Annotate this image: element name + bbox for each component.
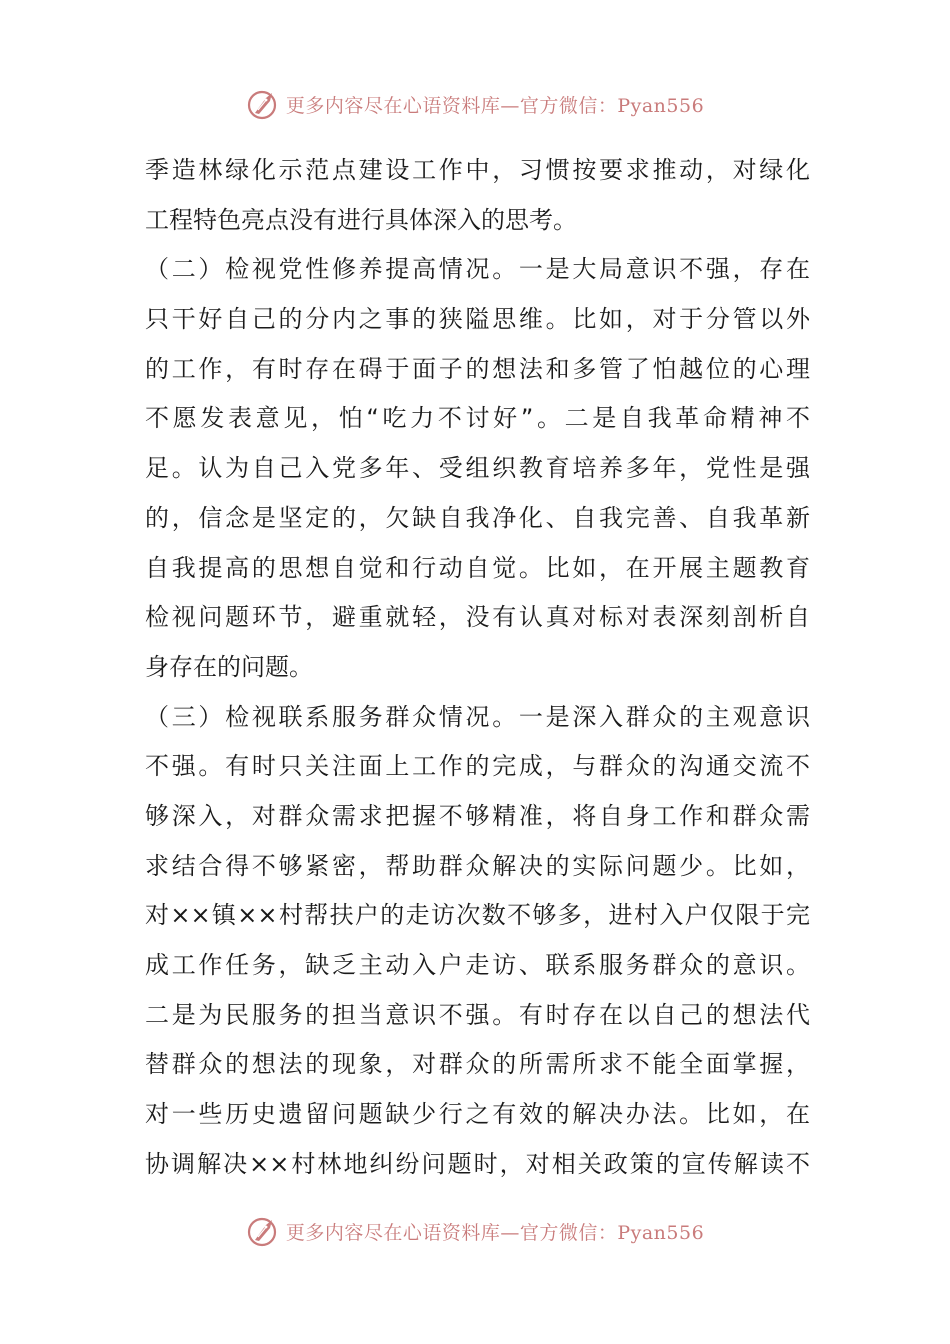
body-line: 季造林绿化示范点建设工作中，习惯按要求推动，对绿化 xyxy=(145,156,810,184)
body-line: 检视问题环节，避重就轻，没有认真对标对表深刻剖析自 xyxy=(145,603,810,632)
body-line: 不愿发表意见，怕“吃力不讨好”。二是自我革命精神不 xyxy=(145,404,810,433)
footer-banner-text: 更多内容尽在心语资料库—官方微信：Pyan556 xyxy=(285,1221,705,1244)
body-line: 不强。有时只关注面上工作的完成，与群众的沟通交流不 xyxy=(145,752,810,781)
body-line: 身存在的问题。 xyxy=(145,652,313,681)
document-body xyxy=(145,146,810,1189)
body-line: 替群众的想法的现象，对群众的所需所求不能全面掌握， xyxy=(145,1050,810,1079)
body-line: 对一些历史遗留问题缺少行之有效的解决办法。比如，在 xyxy=(145,1100,810,1129)
body-line: 协调解决××村林地纠纷问题时，对相关政策的宣传解读不 xyxy=(145,1149,810,1178)
body-line: 够深入，对群众需求把握不够精准，将自身工作和群众需 xyxy=(145,801,810,830)
body-line: 二是为民服务的担当意识不强。有时存在以自己的想法代 xyxy=(145,1000,810,1029)
body-line: 对××镇××村帮扶户的走访次数不够多，进村入户仅限于完 xyxy=(145,901,810,930)
header-banner xyxy=(0,84,950,124)
pen-nib-circle-icon xyxy=(246,86,282,122)
header-banner-text: 更多内容尽在心语资料库—官方微信：Pyan556 xyxy=(285,94,705,117)
body-line: 足。认为自己入党多年、受组织教育培养多年，党性是强 xyxy=(145,454,810,483)
footer-banner xyxy=(0,1211,950,1251)
pen-nib-circle-icon xyxy=(246,1213,282,1249)
body-line: 的，信念是坚定的，欠缺自我净化、自我完善、自我革新 xyxy=(145,503,810,532)
body-line: 只干好自己的分内之事的狭隘思维。比如，对于分管以外 xyxy=(145,305,810,334)
body-line: 工程特色亮点没有进行具体深入的思考。 xyxy=(145,205,577,234)
body-line: 成工作任务，缺乏主动入户走访、联系服务群众的意识。 xyxy=(145,951,810,979)
body-line: （二）检视党性修养提高情况。一是大局意识不强，存在 xyxy=(145,255,810,284)
body-line: 的工作，有时存在碍于面子的想法和多管了怕越位的心理 xyxy=(145,354,810,383)
body-line: （三）检视联系服务群众情况。一是深入群众的主观意识 xyxy=(145,702,810,731)
body-line: 求结合得不够紧密，帮助群众解决的实际问题少。比如， xyxy=(145,851,810,880)
body-line: 自我提高的思想自觉和行动自觉。比如，在开展主题教育 xyxy=(145,553,810,582)
